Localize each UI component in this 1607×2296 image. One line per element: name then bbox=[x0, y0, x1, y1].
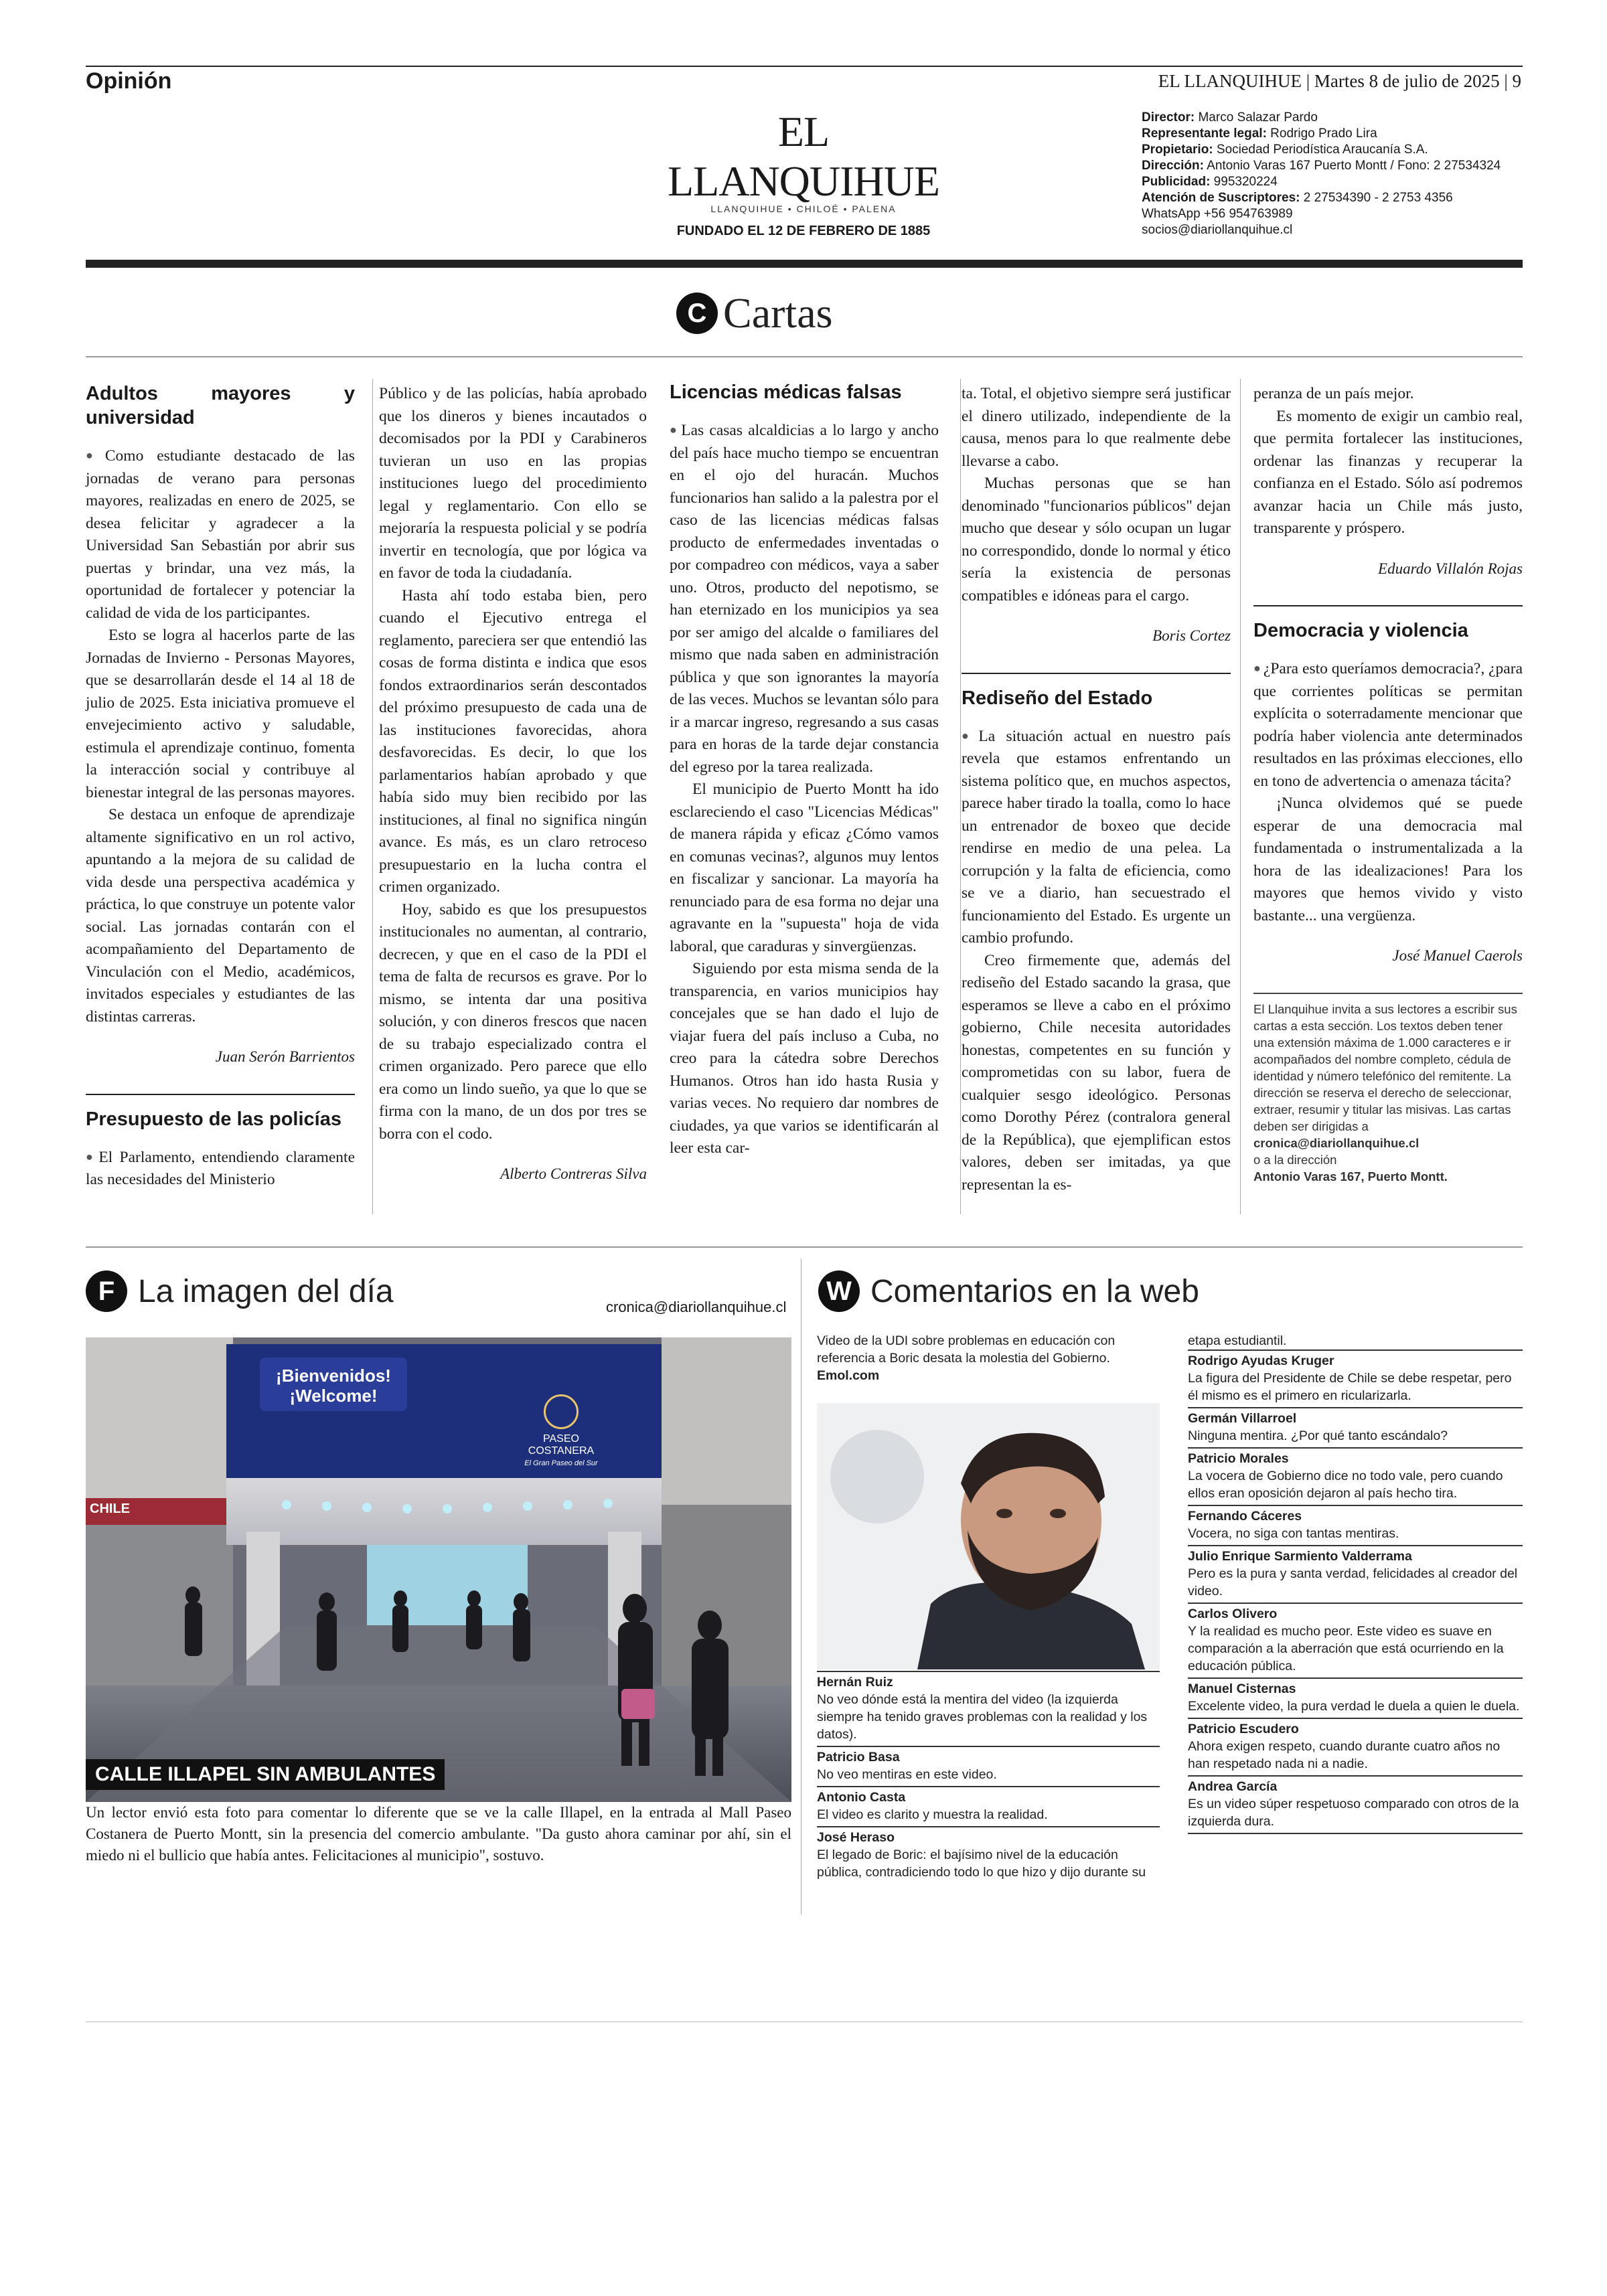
letter-separator bbox=[962, 673, 1231, 674]
comment-entry bbox=[1188, 1775, 1523, 1834]
web-header bbox=[818, 1270, 1199, 1312]
photo-banner-line: ¡Welcome! bbox=[289, 1386, 378, 1406]
web-comments-col-1 bbox=[817, 1671, 1160, 1884]
notice-email[interactable]: cronica@diariollanquihue.cl bbox=[1253, 1135, 1420, 1150]
comment-author: Manuel Cisternas bbox=[1188, 1682, 1296, 1696]
letter-headline: Presupuesto de las policías bbox=[86, 1108, 341, 1130]
newspaper-logo: EL LLANQUIHUE bbox=[668, 108, 939, 205]
letters-column-4 bbox=[962, 383, 1231, 1196]
staff-line: socios@diariollanquihue.cl bbox=[1142, 223, 1293, 237]
comment-author: Julio Enrique Sarmiento Valderrama bbox=[1188, 1549, 1412, 1564]
letters-column-1 bbox=[86, 382, 355, 1192]
comment-entry bbox=[1188, 1407, 1523, 1447]
photo-sign-line: COSTANERA bbox=[528, 1445, 595, 1457]
comment-text: El legado de Boric: el bajísimo nivel de la educación pública, contradiciendo todo lo que hizo y dijo durante su bbox=[817, 1848, 1146, 1880]
cartas-title: Cartas bbox=[723, 289, 833, 337]
comment-author: Patricio Escudero bbox=[1188, 1722, 1299, 1736]
comment-text: Ninguna mentira. ¿Por qué tanto escándalo? bbox=[1188, 1428, 1448, 1443]
staff-line: Atención de Suscriptores: 2 27534390 - 2 2753 4356 bbox=[1142, 191, 1453, 205]
comment-author: José Heraso bbox=[817, 1830, 895, 1845]
letters-column-2 bbox=[379, 383, 647, 1211]
letter-separator bbox=[86, 1094, 355, 1095]
masthead-logo-block bbox=[643, 107, 964, 239]
notice-text: El Llanquihue invita a sus lectores a escribir sus cartas a esta sección. Los textos deben tener una extensión máxima de 1.000 caracteres e ir acompañados del nombre completo, cédula de identidad y número telefónico del remitente. La dirección se reserva el derecho de seleccionar, extraer, resumir y titular las misivas. Las cartas deben ser dirigidas a bbox=[1253, 1001, 1517, 1133]
comment-entry bbox=[817, 1786, 1160, 1826]
comment-entry bbox=[817, 1671, 1160, 1746]
comment-text: Vocera, no siga con tantas mentiras. bbox=[1188, 1526, 1399, 1541]
web-intro bbox=[817, 1332, 1165, 1384]
comment-text: Pero es la pura y santa verdad, felicidades al creador del video. bbox=[1188, 1566, 1518, 1598]
letter-paragraph: ● Las casas alcaldicias a lo largo y ancho del país hace mucho tiempo se encuentran en el ojo del huracán. Muchos funcionarios han salido a la palestra por el caso de las licencias médicas falsas producto de enfermedades inventadas o por compadreo con médicos, vaya a saber uno. Otros, producto del nepotismo, se han eternizado en los municipios ya sea por ser amigo del alcalde o familiares del mismo que nada saben en administración pública y que son ignorantes la mayoría de las veces. Muchos se levantan sólo para ir a marcar ingreso, regresando a sus casas para en horas de la tarde dejar constancia del egreso por la tarea realizada. bbox=[670, 419, 939, 778]
paper-date-line: EL LLANQUIHUE | Martes 8 de julio de 2025 | 9 bbox=[1158, 71, 1521, 91]
letter-paragraph: ● El Parlamento, entendiendo claramente las necesidades del Ministerio bbox=[86, 1146, 355, 1192]
photo-sign-line: PASEO bbox=[543, 1433, 579, 1445]
founded-line: FUNDADO EL 12 DE FEBRERO DE 1885 bbox=[676, 224, 931, 238]
letter-paragraph: ● Como estudiante destacado de las jornadas de verano para personas mayores, realizadas en enero de 2025, se desea felicitar y agradecer a la Universidad San Sebastián por abrir sus puertas y brindar, una vez más, la oportunidad de fortalecer y potenciar la calidad de vida de los participantes. bbox=[86, 444, 355, 625]
imagen-email[interactable]: cronica@diariollanquihue.cl bbox=[606, 1299, 787, 1315]
web-intro-text: Video de la UDI sobre problemas en educación con referencia a Boric desata la molestia del Gobierno. bbox=[817, 1333, 1116, 1366]
comment-continuation: etapa estudiantil. bbox=[1188, 1333, 1287, 1348]
letter-paragraph: ● ¿Para esto queríamos democracia?, ¿para que corrientes políticas se permitan explícita o soterradamente mencionar que podría haber violencia ante determinados resultados en las próximas elecciones, ello en tono de advertencia o amenaza tácita? bbox=[1253, 657, 1523, 793]
comment-author: Germán Villarroel bbox=[1188, 1411, 1297, 1426]
photo-caption-bar: CALLE ILLAPEL SIN AMBULANTES bbox=[86, 1759, 445, 1790]
letter-paragraph: Siguiendo por esta misma senda de la transparencia, en varios municipios hay concejales que se han dado el lujo de viajar fuera del país incluso a Cuba, no creo para la cátedra sobre Derechos Humanos. Otros han ido hasta Rusia y varias veces. No requiero dar nombres de ciudades, ya que varios se identificarán al leer esta car- bbox=[670, 960, 939, 1157]
masthead-thick-rule bbox=[86, 260, 1523, 268]
photo-caption: Un lector envió esta foto para comentar lo diferente que se ve la calle Illapel, en la entrada al Mall Paseo Costanera de Puerto Montt, sin la presencia del comercio ambulante. "Da gusto ahora caminar por ahí, sin el miedo ni el bullicio que había antes. Felicitaciones al municipio", sostuvo. bbox=[86, 1804, 791, 1864]
web-comments-col-2 bbox=[1188, 1332, 1523, 1834]
staff-line: WhatsApp +56 954763989 bbox=[1142, 207, 1293, 221]
president-photo bbox=[817, 1403, 1160, 1669]
letter-paragraph: Es momento de exigir un cambio real, que permita fortalecer las instituciones, ordenar las finanzas y recuperar la confianza en el Estado. Sólo así podremos avanzar hacia un Chile más justo, transparente y próspero. bbox=[1253, 407, 1523, 537]
comment-entry bbox=[1188, 1545, 1523, 1603]
photo-mall-sign bbox=[514, 1394, 608, 1469]
comment-text: Excelente video, la pura verdad le duela a quien le duela. bbox=[1188, 1699, 1520, 1714]
letter-paragraph: ta. Total, el objetivo siempre será justificar el dinero utilizado, independiente de la causa, menos para lo que realmente debe llevarse a cabo. bbox=[962, 385, 1231, 470]
comment-text: Ahora exigen respeto, cuando durante cuatro años no han respetado nada ni a nadie. bbox=[1188, 1739, 1501, 1771]
staff-line: Propietario: Sociedad Periodística Araucanía S.A. bbox=[1142, 143, 1428, 157]
notice-or: o a la dirección bbox=[1253, 1152, 1337, 1167]
comment-author: Hernán Ruiz bbox=[817, 1675, 893, 1690]
web-title: Comentarios en la web bbox=[870, 1273, 1199, 1309]
comment-text: Es un video súper respetuoso comparado con otros de la izquierda dura. bbox=[1188, 1797, 1519, 1829]
letter-paragraph: Esto se logra al hacerlos parte de las Jornadas de Invierno - Personas Mayores, que se desarrollarán desde el 14 al 18 de julio de 2025. Esta iniciativa promueve el envejecimiento activo y saludable, estimula el aprendizaje continuo, fomenta la interacción social y contribuye al bienestar integral de las personas mayores. bbox=[86, 627, 355, 801]
logo-subtitle: LLANQUIHUE • CHILOÉ • PALENA bbox=[710, 203, 897, 214]
section-rule bbox=[86, 1246, 1523, 1248]
letter-signature: José Manuel Caerols bbox=[1392, 947, 1523, 964]
photo-sign-line: El Gran Paseo del Sur bbox=[524, 1459, 598, 1467]
letters-column-5 bbox=[1253, 383, 1523, 1185]
mall-logo-icon bbox=[544, 1394, 579, 1429]
letter-signature: Alberto Contreras Silva bbox=[500, 1165, 647, 1182]
cartas-badge-icon: C bbox=[676, 293, 718, 334]
letter-signature: Boris Cortez bbox=[1152, 627, 1231, 644]
staff-line: Director: Marco Salazar Pardo bbox=[1142, 110, 1318, 125]
letter-headline: Democracia y violencia bbox=[1253, 620, 1468, 641]
letter-paragraph: Hasta ahí todo estaba bien, pero cuando el Ejecutivo entrega el reglamento, pareciera ser que entendió las cosas de forma distinta e indica que esos fondos extraordinarios serán descontados del próximo presupuesto de cada una de las instituciones favorecidas, ahora desfavorecidas. Es decir, lo que los parlamentarios habían aprobado y que había sido muy bien recibido por las instituciones, al final no significa ningún avance. Es más, es un claro retroceso presupuestario en la lucha contra el crimen organizado. bbox=[379, 586, 647, 896]
comment-entry bbox=[1188, 1718, 1523, 1775]
column-divider bbox=[1240, 379, 1241, 1214]
staff-line: Publicidad: 995320224 bbox=[1142, 175, 1278, 189]
comment-author: Carlos Olivero bbox=[1188, 1607, 1278, 1621]
photo-welcome-banner bbox=[268, 1366, 399, 1406]
comment-text: No veo mentiras en este video. bbox=[817, 1767, 997, 1782]
letter-headline: Adultos mayores y universidad bbox=[86, 383, 355, 428]
comment-text: No veo dónde está la mentira del video (la izquierda siempre ha tenido graves problemas con la realidad y los datos). bbox=[817, 1692, 1148, 1742]
comment-entry bbox=[1188, 1505, 1523, 1545]
photo-store-sign: CHILE bbox=[90, 1501, 130, 1516]
letter-paragraph: Hoy, sabido es que los presupuestos institucionales no aumentan, al contrario, decrecen, y que en el caso de la PDI el tema de falta de recursos es grave. Por lo mismo, se intenta dar una positiva solución, y con dineros frescos que nacen de su trabajo especializado contra el crimen organizado. Pero parece que ello era como un lindo sueño, ya que lo que se firma con la mano, de un dos por tres se borra con el codo. bbox=[379, 900, 647, 1143]
top-rule bbox=[86, 66, 1523, 67]
comment-author: Andrea García bbox=[1188, 1779, 1278, 1794]
letter-headline: Licencias médicas falsas bbox=[670, 382, 902, 403]
cartas-rule bbox=[86, 356, 1523, 357]
photo-banner-line: ¡Bienvenidos! bbox=[276, 1366, 391, 1386]
comment-author: Patricio Morales bbox=[1188, 1451, 1289, 1466]
comment-text: El video es clarito y muestra la realidad. bbox=[817, 1807, 1048, 1822]
comment-author: Rodrigo Ayudas Kruger bbox=[1188, 1354, 1334, 1368]
comment-entry bbox=[1188, 1677, 1523, 1718]
notice-address: Antonio Varas 167, Puerto Montt. bbox=[1253, 1169, 1448, 1183]
web-intro-source[interactable]: Emol.com bbox=[817, 1368, 880, 1383]
comment-entry bbox=[817, 1746, 1160, 1786]
comment-entry bbox=[1188, 1349, 1523, 1407]
letter-paragraph: peranza de un país mejor. bbox=[1253, 385, 1414, 402]
staff-line: Dirección: Antonio Varas 167 Puerto Montt / Fono: 2 27534324 bbox=[1142, 159, 1501, 173]
comment-text: La figura del Presidente de Chile se debe respetar, pero él mismo es el primero en ricularizarla. bbox=[1188, 1371, 1512, 1403]
comment-entry bbox=[1188, 1603, 1523, 1677]
portrait-photo bbox=[817, 1403, 1160, 1669]
comment-author: Fernando Cáceres bbox=[1188, 1509, 1302, 1524]
comment-entry bbox=[817, 1826, 1160, 1884]
imagen-header bbox=[86, 1270, 394, 1312]
letter-paragraph: El municipio de Puerto Montt ha ido esclareciendo el caso "Licencias Médicas" de manera rápida y eficaz ¿Cómo vamos en comunas vecinas?, algunos muy lentos en fiscalizar y sancionar. La mayoría ha renunciado para de esa forma no dejar una agravante en la "supuesta" hoja de vida laboral, que caraduras y sinvergüenzas. bbox=[670, 781, 939, 955]
cartas-header bbox=[676, 286, 833, 340]
letter-paragraph: Creo firmemente que, además del rediseño del Estado sacando la grasa, que esperamos se lleve a cabo en el próximo gobierno, Chile necesita autoridades honestas, competentes en su función y comprometidas con su labor, fuera de cualquier sesgo ideológico. Personas como Dorothy Pérez (contralora general de la República), que ejemplifican estos valores, deben ser imitadas, ya que representan la es- bbox=[962, 951, 1231, 1194]
photo-of-the-day bbox=[86, 1337, 791, 1802]
web-badge-icon: W bbox=[818, 1270, 860, 1312]
letter-paragraph: Muchas personas que se han denominado "funcionarios públicos" dejan mucho que desear y sólo ocupan un lugar no correspondido, donde lo normal y ético sería la existencia de personas compatibles e idóneas para el cargo. bbox=[962, 475, 1231, 604]
letter-paragraph: Se destaca un enfoque de aprendizaje altamente significativo en un rol activo, apuntando a la mejora de su calidad de vida desde una perspectiva académica y práctica, lo que construye un potente valor social. Las jornadas contarán con el acompañamiento del Departamento de Vinculación con el Medio, académicos, invitados especiales y estudiantes de las distintas carreras. bbox=[86, 806, 355, 1026]
letter-paragraph: ¡Nunca olvidemos qué se puede esperar de una democracia mal fundamentada o instrumentalizada a la hora de las idealizaciones! Para los mayores que hemos vivido y visto bastante... una vergüenza. bbox=[1253, 795, 1523, 924]
comment-text: Y la realidad es mucho peor. Este video es suave en comparación a la aberración que está ocurriendo en la educación pública. bbox=[1188, 1624, 1504, 1673]
mall-entrance-photo bbox=[86, 1337, 791, 1802]
letter-signature: Juan Serón Barrientos bbox=[215, 1048, 355, 1065]
imagen-badge-icon: F bbox=[86, 1270, 127, 1312]
comment-author: Antonio Casta bbox=[817, 1790, 906, 1805]
letter-paragraph: Público y de las policías, había aprobado que los dineros y bienes incautados o decomisados por la PDI y Carabineros tuvieran un uso en las propias instituciones luego del procedimiento legal y reglamentario. Con ello se mejoraría la respuesta policial y se podría invertir en tecnología, que por lógica va en favor de toda la ciudadanía. bbox=[379, 385, 647, 582]
section-label: Opinión bbox=[86, 68, 172, 94]
comment-text: La vocera de Gobierno dice no todo vale, pero cuando ellos eran oposición dejaron al país hecho tira. bbox=[1188, 1469, 1503, 1501]
comment-author: Patricio Basa bbox=[817, 1750, 900, 1765]
letter-signature: Eduardo Villalón Rojas bbox=[1378, 560, 1523, 577]
submission-notice bbox=[1253, 993, 1523, 1185]
column-divider bbox=[960, 379, 961, 1214]
letters-column-3 bbox=[670, 380, 939, 1160]
imagen-title: La imagen del día bbox=[138, 1273, 394, 1309]
letter-separator bbox=[1253, 605, 1523, 606]
letter-headline: Rediseño del Estado bbox=[962, 687, 1153, 709]
letter-paragraph: ● La situación actual en nuestro país revela que estamos enfrentando un sistema político que, en muchos aspectos, parece haber tirado la toalla, como lo hace un entrenador de boxeo que decide rendirse en medio de una pelea. La corrupción y la falta de eficiencia, como se ve a diario, han secuestrado el funcionamiento del Estado. Es urgente un cambio profundo. bbox=[962, 725, 1231, 950]
column-divider bbox=[372, 379, 373, 1214]
staff-box bbox=[1142, 110, 1517, 238]
comment-entry bbox=[1188, 1447, 1523, 1505]
staff-line: Representante legal: Rodrigo Prado Lira bbox=[1142, 127, 1377, 141]
